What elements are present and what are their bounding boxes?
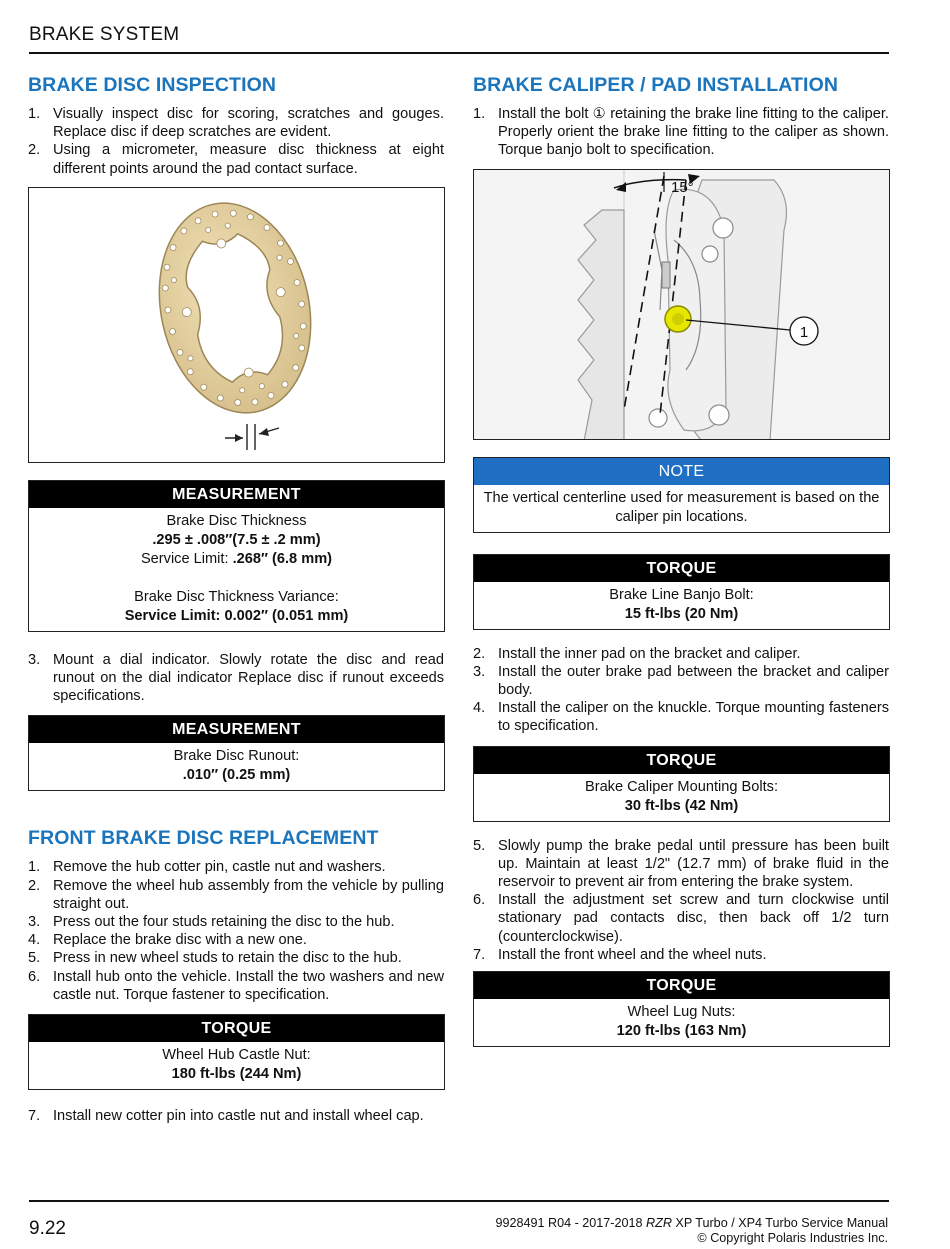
torque-value: 120 ft-lbs (163 Nm) xyxy=(616,1023,747,1040)
torque-header: TORQUE xyxy=(474,747,889,774)
torque-box-castle-nut xyxy=(28,1014,445,1090)
page-number: 9.22 xyxy=(29,1218,66,1239)
replacement-steps xyxy=(28,858,444,1004)
measurement-label: Brake Disc Runout: xyxy=(173,748,300,765)
torque-body xyxy=(474,999,889,1046)
list-item: 1. Remove the hub cotter pin, castle nut and washers. xyxy=(28,859,386,876)
caliper-figure xyxy=(473,169,890,440)
measurement-body xyxy=(29,743,444,790)
caliper-steps-c xyxy=(473,837,889,964)
measurement-header: MEASUREMENT xyxy=(29,481,444,508)
left-column xyxy=(28,74,444,1125)
list-item: 4. Replace the brake disc with a new one. xyxy=(28,932,307,949)
measurement-value: .295 ± .008″(7.5 ± .2 mm) xyxy=(152,531,321,548)
torque-label: Brake Line Banjo Bolt: xyxy=(609,586,754,603)
torque-header: TORQUE xyxy=(474,555,889,582)
list-item: 6. Install hub onto the vehicle. Install the two washers and new castle nut. Torque fastener to specification. xyxy=(28,968,444,1003)
section-title-disc-inspection: BRAKE DISC INSPECTION xyxy=(28,74,277,96)
caliper-steps xyxy=(473,105,889,160)
measurement-box-thickness xyxy=(28,480,445,632)
list-item: 5. Press in new wheel studs to retain the disc to the hub. xyxy=(28,950,402,967)
note-body: The vertical centerline used for measurement is based on the caliper pin locations. xyxy=(483,489,880,525)
measurement-label: Brake Disc Thickness xyxy=(166,512,307,529)
torque-label: Wheel Lug Nuts: xyxy=(627,1004,736,1021)
inspection-steps xyxy=(28,105,444,178)
header-divider xyxy=(29,52,889,54)
section-title-caliper-install: BRAKE CALIPER / PAD INSTALLATION xyxy=(473,74,839,96)
measurement-value: .010″ (0.25 mm) xyxy=(182,767,291,784)
torque-box-banjo-bolt xyxy=(473,554,890,630)
brake-disc-figure xyxy=(28,187,445,463)
list-item: 4. Install the caliper on the knuckle. Torque mounting fasteners to specification. xyxy=(473,700,889,735)
list-item: 1. Install the bolt ① retaining the brake line fitting to the caliper. Properly orient the brake line fitting to the caliper as shown. Torque banjo bolt to specification. xyxy=(473,106,889,159)
torque-value: 30 ft-lbs (42 Nm) xyxy=(624,797,739,814)
torque-value: 180 ft-lbs (244 Nm) xyxy=(171,1066,302,1083)
list-item: 2. Install the inner pad on the bracket and caliper. xyxy=(473,645,801,662)
list-item: 7. Install the front wheel and the wheel nuts. xyxy=(473,946,767,963)
measurement-value: Service Limit: 0.002″ (0.051 mm) xyxy=(124,607,349,624)
torque-label: Wheel Hub Castle Nut: xyxy=(162,1047,311,1064)
torque-box-caliper-bolts xyxy=(473,746,890,822)
measurement-body xyxy=(29,508,444,631)
right-column xyxy=(473,74,889,1047)
list-item: 1. Visually inspect disc for scoring, scratches and gouges. Replace disc if deep scratches are evident. xyxy=(28,106,444,141)
torque-box-lug-nuts xyxy=(473,971,890,1047)
torque-body xyxy=(474,582,889,629)
measurement-label: Brake Disc Thickness Variance: xyxy=(134,588,339,605)
list-item: 6. Install the adjustment set screw and turn clockwise until stationary pad contacts disc, then back off 1/2 turn (counterclockwise). xyxy=(473,892,889,945)
footer-divider xyxy=(29,1200,889,1202)
replacement-steps-continued xyxy=(28,1107,444,1125)
torque-body xyxy=(474,774,889,821)
page-header-title: BRAKE SYSTEM xyxy=(29,24,180,45)
section-title-disc-replacement: FRONT BRAKE DISC REPLACEMENT xyxy=(28,827,379,850)
list-item: 5. Slowly pump the brake pedal until pressure has been built up. Maintain at least 1/2" (12.7 mm) of brake fluid in the reservoir to prevent air from entering the brake system. xyxy=(473,837,889,891)
copyright: © Copyright Polaris Industries Inc. xyxy=(697,1231,888,1245)
list-item: 2. Remove the wheel hub assembly from the vehicle by pulling straight out. xyxy=(28,877,444,912)
torque-label: Brake Caliper Mounting Bolts: xyxy=(584,778,779,795)
brake-disc-illustration xyxy=(29,188,445,463)
footer-manual-info xyxy=(495,1216,888,1246)
inspection-steps-continued xyxy=(28,651,444,706)
callout-number: 1 xyxy=(799,323,809,341)
list-item: 2. Using a micrometer, measure disc thickness at eight different points around the pad contact surface. xyxy=(28,142,444,177)
service-limit-line: Service Limit: .268″ (6.8 mm) xyxy=(140,550,333,567)
manual-title: 9928491 R04 - 2017-2018 RZR XP Turbo / XP4 Turbo Service Manual xyxy=(495,1216,888,1230)
note-header: NOTE xyxy=(474,458,889,485)
angle-label: 15° xyxy=(671,178,694,196)
list-item: 7. Install new cotter pin into castle nut and install wheel cap. xyxy=(28,1108,424,1125)
measurement-header: MEASUREMENT xyxy=(29,716,444,743)
measurement-box-runout xyxy=(28,715,445,791)
list-item: 3. Press out the four studs retaining the disc to the hub. xyxy=(28,914,395,931)
list-item: 3. Mount a dial indicator. Slowly rotate the disc and read runout on the dial indicator Replace disc if runout exceeds specifications. xyxy=(28,651,444,705)
caliper-steps-b xyxy=(473,645,889,736)
torque-body xyxy=(29,1042,444,1089)
list-item: 3. Install the outer brake pad between the bracket and caliper body. xyxy=(473,663,889,699)
note-box xyxy=(473,457,890,533)
caliper-illustration xyxy=(474,170,890,440)
torque-header: TORQUE xyxy=(29,1015,444,1042)
torque-value: 15 ft-lbs (20 Nm) xyxy=(624,605,739,622)
torque-header: TORQUE xyxy=(474,972,889,999)
